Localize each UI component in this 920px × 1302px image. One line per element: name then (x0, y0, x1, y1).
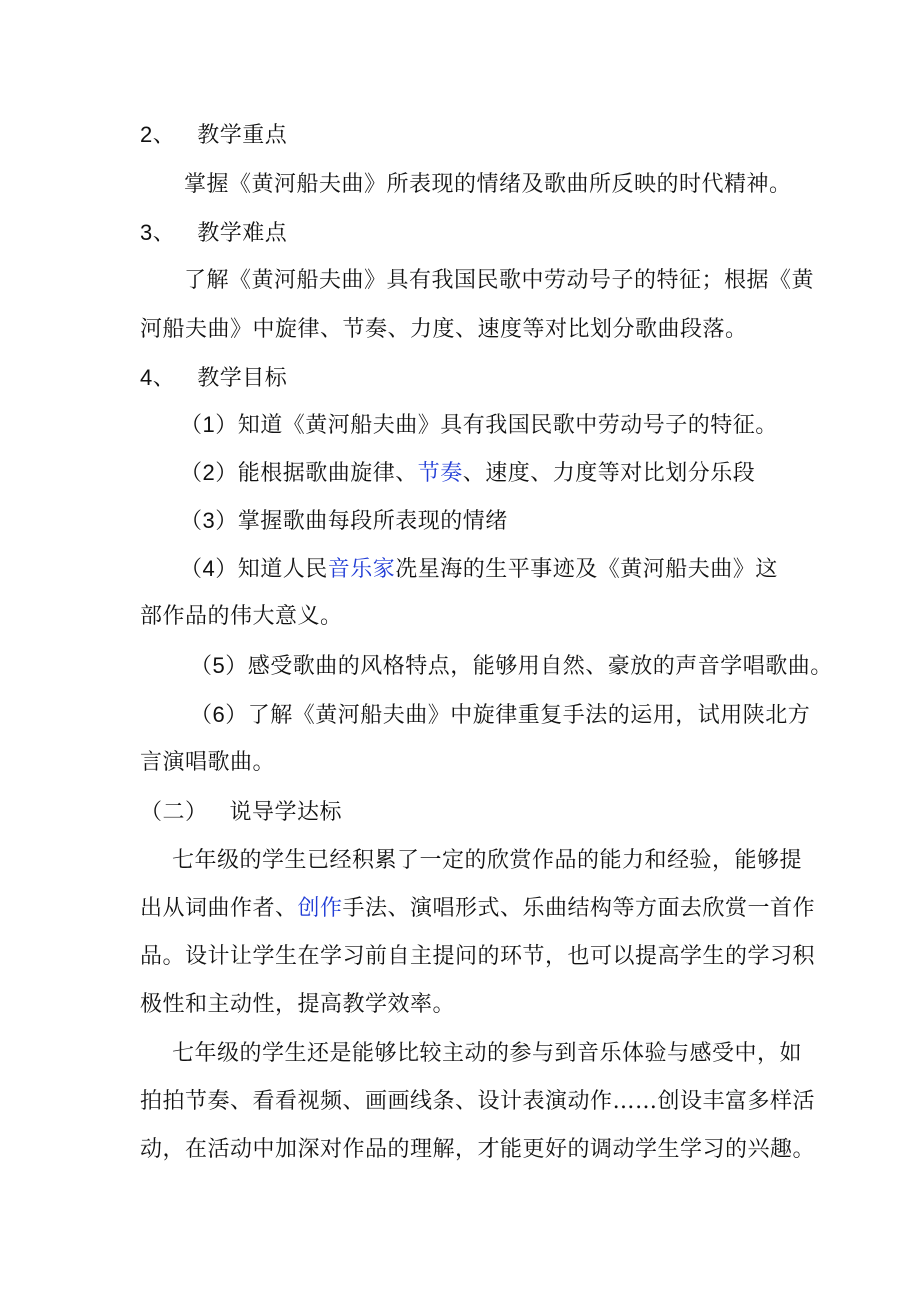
goal-item-2 (180, 458, 755, 489)
section-heading-4 (140, 363, 287, 394)
creation-link[interactable]: 创作 (297, 896, 343, 921)
goal-text: 知道人民 (237, 557, 328, 582)
section-title: 教学难点 (197, 221, 288, 246)
paragraph-line: 掌握《黄河船夫曲》所表现的情绪及歌曲所反映的时代精神。 (184, 172, 792, 197)
part-title: 说导学达标 (229, 800, 343, 825)
paragraph-line (140, 894, 815, 924)
paragraph-line: 七年级的学生已经积累了一定的欣赏作品的能力和经验，能够提 (172, 848, 803, 873)
goal-text: 了解《黄河船夫曲》中旋律重复手法的运用，试用陕北方 (247, 703, 811, 728)
section-heading-3 (140, 218, 287, 249)
paragraph-line: 动，在活动中加深对作品的理解，才能更好的调动学生学习的兴趣。 (140, 1137, 816, 1162)
paragraph-line: 品。设计让学生在学习前自主提问的环节，也可以提高学生的学习积 (140, 944, 816, 969)
section-title: 教学目标 (197, 366, 288, 391)
paragraph-line: 极性和主动性，提高教学效率。 (140, 992, 456, 1017)
goal-text: 能根据歌曲旋律、 (237, 461, 418, 486)
section-number: 3、 (140, 220, 176, 245)
goal-text: 冼星海的生平事迹及《黄河船夫曲》这 (395, 557, 778, 582)
paragraph-line: 七年级的学生还是能够比较主动的参与到音乐体验与感受中，如 (172, 1041, 803, 1066)
goal-number: （2） (180, 460, 238, 485)
musician-link[interactable]: 音乐家 (327, 557, 396, 582)
goal-item-3 (180, 506, 508, 537)
goal-item-6 (190, 700, 810, 731)
goal-text: 感受歌曲的风格特点，能够用自然、豪放的声音学唱歌曲。 (247, 654, 833, 679)
goal-number: （3） (180, 508, 238, 533)
goal-item-1 (180, 410, 778, 441)
text-span: 手法、演唱形式、乐曲结构等方面去欣赏一首作 (342, 896, 816, 921)
rhythm-link[interactable]: 节奏 (417, 461, 463, 486)
paragraph-line: 拍拍节奏、看看视频、画画线条、设计表演动作……创设丰富多样活 (140, 1089, 816, 1114)
paragraph-line: 部作品的伟大意义。 (140, 604, 343, 629)
section-number: 2、 (140, 122, 176, 147)
goal-number: （5） (190, 653, 248, 678)
goal-text: 知道《黄河船夫曲》具有我国民歌中劳动号子的特征。 (237, 413, 778, 438)
goal-number: （6） (190, 702, 248, 727)
section-title: 教学重点 (197, 123, 288, 148)
part-heading (140, 797, 342, 828)
paragraph-line: 了解《黄河船夫曲》具有我国民歌中劳动号子的特征；根据《黄 (184, 268, 815, 293)
goal-text: 、速度、力度等对比划分乐段 (462, 461, 756, 486)
paragraph-line: 言演唱歌曲。 (140, 750, 276, 775)
goal-item-4 (180, 554, 778, 585)
section-heading-2 (140, 120, 287, 151)
text-span: 出从词曲作者、 (140, 896, 298, 921)
goal-number: （1） (180, 412, 238, 437)
goal-item-5 (190, 651, 833, 682)
goal-number: （4） (180, 556, 238, 581)
part-number: （二） (140, 799, 208, 824)
paragraph-line: 河船夫曲》中旋律、节奏、力度、速度等对比划分歌曲段落。 (140, 317, 748, 342)
section-number: 4、 (140, 365, 176, 390)
goal-text: 掌握歌曲每段所表现的情绪 (237, 509, 508, 534)
